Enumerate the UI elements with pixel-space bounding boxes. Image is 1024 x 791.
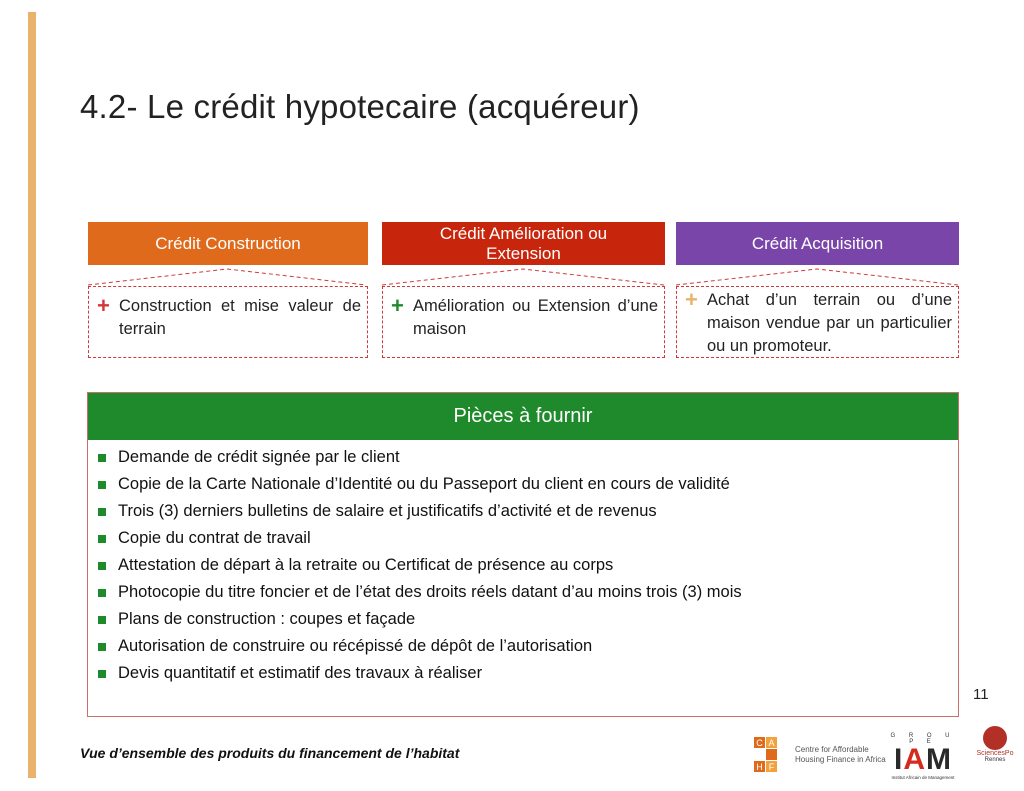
square-bullet-icon [98, 562, 106, 570]
sciencespo-emblem-icon [983, 726, 1007, 750]
plus-icon: + [97, 293, 110, 318]
square-bullet-icon [98, 616, 106, 624]
category-box-construction [88, 286, 368, 358]
list-item: Copie de la Carte Nationale d’Identité ou du Passeport du client en cours de validité [98, 471, 958, 498]
category-box-acquisition [676, 286, 959, 358]
documents-panel [87, 392, 959, 717]
square-bullet-icon [98, 535, 106, 543]
left-accent-bar [28, 12, 36, 778]
square-bullet-icon [98, 589, 106, 597]
list-item: Devis quantitatif et estimatif des travaux à réaliser [98, 660, 958, 687]
square-bullet-icon [98, 454, 106, 462]
list-item: Plans de construction : coupes et façade [98, 606, 958, 633]
footer-caption: Vue d’ensemble des produits du financement de l’habitat [80, 745, 460, 761]
cahf-logo [754, 737, 890, 772]
list-item: Attestation de départ à la retraite ou Certificat de présence au corps [98, 552, 958, 579]
square-bullet-icon [98, 670, 106, 678]
list-item: Photocopie du titre foncier et de l’état des droits réels datant d’au moins trois (3) mois [98, 579, 958, 606]
list-item: Demande de crédit signée par le client [98, 444, 958, 471]
square-bullet-icon [98, 481, 106, 489]
category-description: Construction et mise valeur de terrain [119, 297, 361, 338]
documents-title: Pièces à fournir [453, 405, 593, 427]
cahf-logo-text: Centre for Affordable Housing Finance in Africa [795, 744, 886, 764]
plus-icon: + [685, 287, 698, 312]
square-bullet-icon [98, 508, 106, 516]
page-title: 4.2- Le crédit hypotecaire (acquéreur) [80, 88, 640, 125]
square-bullet-icon [98, 643, 106, 651]
category-header-label: Crédit Acquisition [751, 233, 884, 253]
documents-list [88, 440, 958, 687]
page-number: 11 [973, 686, 989, 703]
category-box-amelioration [382, 286, 665, 358]
cahf-logo-mark: C A H F [754, 737, 789, 772]
list-item: Autorisation de construire ou récépissé de dépôt de l’autorisation [98, 633, 958, 660]
category-header-acquisition [676, 222, 959, 265]
list-item: Trois (3) derniers bulletins de salaire et justificatifs d’activité et de revenus [98, 498, 958, 525]
category-header-construction [88, 222, 368, 265]
iam-logo: G R O U P E IAM Institut Africain de Management [882, 733, 964, 780]
category-description: Achat d’un terrain ou d’une maison vendue par un particulier ou un promoteur. [707, 291, 952, 355]
documents-panel-header [88, 393, 958, 440]
plus-icon: + [391, 293, 404, 318]
category-header-amelioration [382, 222, 665, 265]
category-header-label: Crédit Construction [155, 233, 301, 253]
category-header-label: Crédit Amélioration ou Extension [439, 223, 608, 263]
iam-logo-mark: IAM [893, 743, 952, 776]
list-item: Copie du contrat de travail [98, 525, 958, 552]
sciencespo-logo: SciencesPo Rennes [968, 726, 1022, 763]
category-description: Amélioration ou Extension d’une maison [413, 297, 658, 338]
